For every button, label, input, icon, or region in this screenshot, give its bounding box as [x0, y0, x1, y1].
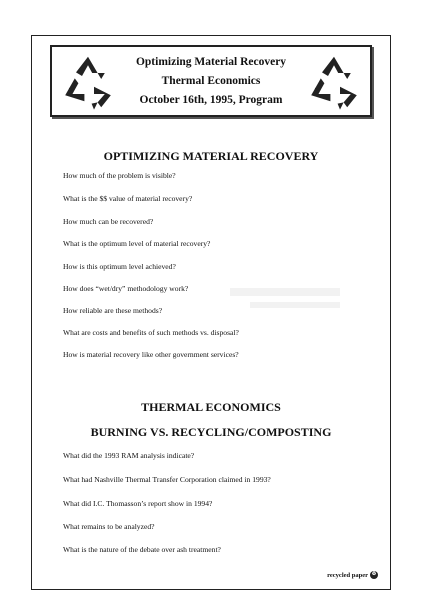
- question-item: What had Nashville Thermal Transfer Corporation claimed in 1993?: [63, 475, 271, 484]
- footer-label: recycled paper: [327, 571, 368, 579]
- header-subtitle: Thermal Economics: [161, 75, 261, 87]
- question-item: How is this optimum level achieved?: [63, 262, 176, 271]
- question-item: How is material recovery like other government services?: [63, 350, 239, 359]
- recycle-icon: [58, 51, 118, 113]
- question-item: How much can be recovered?: [63, 217, 154, 226]
- footer: [327, 571, 378, 579]
- section-title: THERMAL ECONOMICS: [141, 400, 281, 414]
- section-subtitle: BURNING VS. RECYCLING/COMPOSTING: [90, 425, 332, 439]
- question-item: What are costs and benefits of such methods vs. disposal?: [63, 328, 239, 337]
- question-item: What is the $$ value of material recovery?: [63, 194, 193, 203]
- question-item: How much of the problem is visible?: [63, 171, 176, 180]
- section-title: OPTIMIZING MATERIAL RECOVERY: [103, 149, 319, 163]
- question-item: What is the nature of the debate over ash treatment?: [63, 545, 221, 554]
- question-item: What did the 1993 RAM analysis indicate?: [63, 451, 195, 460]
- question-item: How reliable are these methods?: [63, 306, 163, 315]
- question-item: What did I.C. Thomasson’s report show in 1994?: [63, 499, 213, 508]
- question-item: What is the optimum level of material recovery?: [63, 239, 211, 248]
- question-item: How does “wet/dry” methodology work?: [63, 284, 189, 293]
- header-title: Optimizing Material Recovery: [135, 56, 287, 68]
- bleed-through-mark: [250, 302, 340, 308]
- bleed-through-mark: [230, 288, 340, 296]
- recycled-paper-icon: ♻: [371, 572, 377, 577]
- question-item: What remains to be analyzed?: [63, 522, 155, 531]
- header-date: October 16th, 1995, Program: [139, 94, 283, 106]
- header-box: [50, 45, 372, 117]
- recycle-icon: [304, 51, 364, 113]
